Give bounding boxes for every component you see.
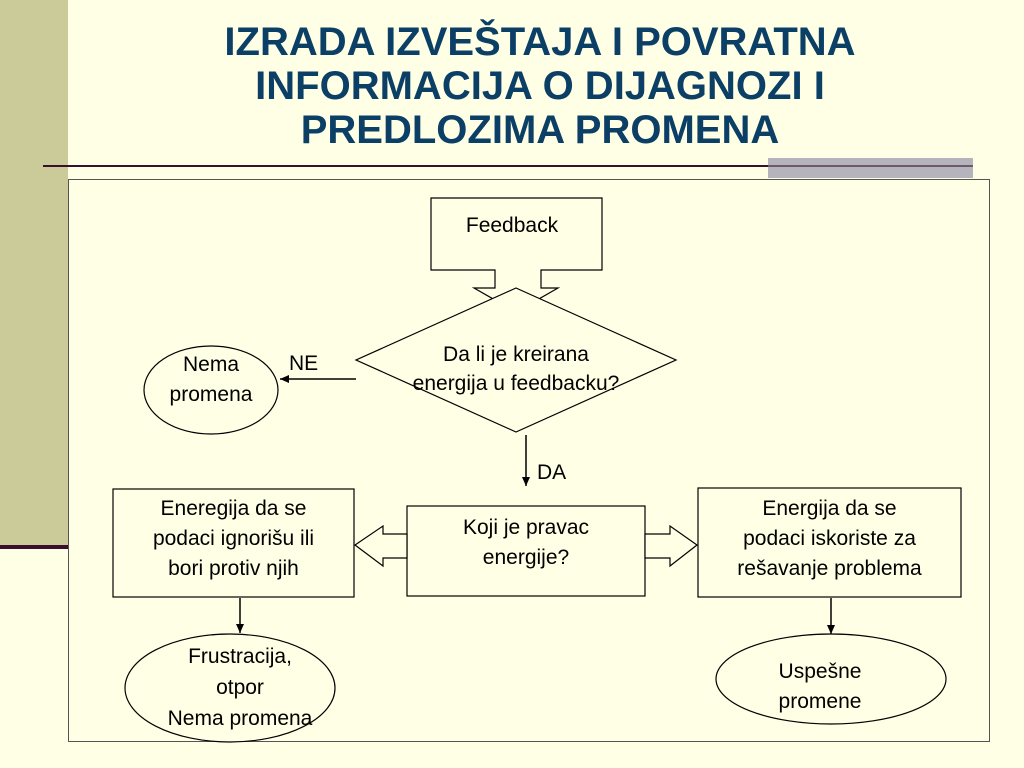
- edge-label-no: NE: [289, 352, 319, 375]
- direction-line-1: Koji je pravac: [462, 516, 590, 539]
- success-line-2: promene: [778, 690, 862, 713]
- use-line-2: podaci iskoriste za: [743, 527, 916, 550]
- feedback-text: Feedback: [465, 214, 559, 237]
- ignore-line-1: Eneregija da se: [160, 497, 307, 520]
- decision-label: [380, 340, 652, 398]
- decision-line-1: Da li je kreirana: [443, 343, 589, 366]
- left-block-arrow: [355, 526, 407, 566]
- success-line-1: Uspešne: [778, 660, 862, 683]
- direction-label: [407, 513, 645, 573]
- no-change-line-1: Nema: [182, 353, 240, 376]
- use-label: [698, 494, 961, 584]
- use-line-3: rešavanje problema: [737, 557, 922, 580]
- edge-label-yes: DA: [537, 461, 567, 484]
- frustration-line-2: otpor: [216, 676, 264, 699]
- frustration-line-1: Frustracija,: [188, 645, 292, 668]
- no-change-line-2: promena: [169, 383, 253, 406]
- decision-line-2: energija u feedbacku?: [412, 372, 620, 395]
- title-line-2: INFORMACIJA O DIJAGNOZI I: [255, 64, 825, 108]
- feedback-label: [431, 211, 593, 241]
- use-line-1: Energija da se: [762, 497, 897, 520]
- right-block-arrow: [645, 526, 697, 566]
- ignore-line-3: bori protiv njih: [168, 557, 299, 580]
- frustration-label: [140, 641, 340, 734]
- no-change-label: [150, 350, 272, 410]
- title-line-3: PREDLOZIMA PROMENA: [300, 108, 780, 152]
- success-label: [740, 657, 900, 717]
- direction-line-2: energije?: [482, 546, 570, 569]
- title-line-1: IZRADA IZVEŠTAJA I POVRATNA: [224, 20, 856, 64]
- ignore-label: [113, 494, 354, 584]
- frustration-line-3: Nema promena: [167, 707, 313, 730]
- ignore-line-2: podaci ignorišu ili: [152, 527, 315, 550]
